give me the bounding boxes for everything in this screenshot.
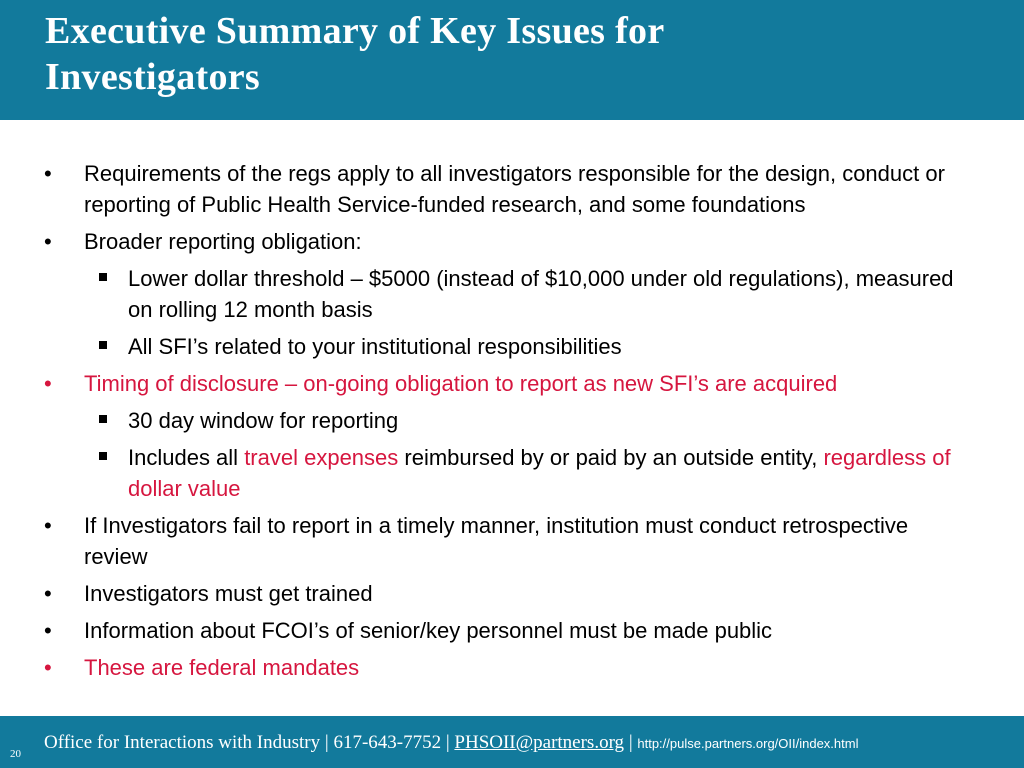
footer-contact — [44, 732, 858, 754]
footer-phone: 617-643-7752 — [333, 732, 442, 753]
slide-title-line1: Executive Summary of Key Issues for — [45, 10, 665, 52]
footer-separator: | — [441, 732, 455, 753]
sub-bullet-item — [0, 442, 1024, 504]
bullet-text: Timing of disclosure – on-going obligation to report as new SFI’s are acquired — [84, 371, 838, 396]
footer-separator: | — [624, 732, 638, 753]
bullet-dot-icon: • — [44, 581, 52, 606]
bullet-item-highlight — [0, 652, 1024, 683]
bullet-item — [0, 158, 1024, 220]
slide-title — [45, 8, 984, 100]
sub-bullet-text-middle: reimbursed by or paid by an outside entity, — [398, 445, 824, 470]
square-bullet-icon — [99, 415, 107, 423]
highlight-dollar-value: regardless of dollar value — [128, 445, 951, 501]
footer-url[interactable]: http://pulse.partners.org/OII/index.html — [637, 736, 859, 751]
sub-bullet-text-prefix: Includes all — [128, 445, 245, 470]
bullet-item-highlight — [0, 368, 1024, 399]
footer-separator: | — [320, 732, 334, 753]
bullet-text: Information about FCOI’s of senior/key personnel must be made public — [84, 618, 773, 643]
footer-email-link[interactable]: PHSOII@partners.org — [454, 732, 625, 753]
bullet-item — [0, 510, 1024, 572]
sub-bullet-item — [0, 263, 1024, 325]
footer-office: Office for Interactions with Industry — [44, 732, 321, 753]
slide-title-line2: Investigators — [45, 56, 260, 98]
bullet-item — [0, 578, 1024, 609]
sub-bullet-item — [0, 331, 1024, 362]
sub-bullet-text: 30 day window for reporting — [128, 408, 399, 433]
bullet-dot-icon: • — [44, 655, 52, 680]
title-banner — [0, 0, 1024, 120]
bullet-item — [0, 226, 1024, 257]
square-bullet-icon — [99, 341, 107, 349]
bullet-text: Broader reporting obligation: — [84, 229, 362, 254]
bullet-text: Investigators must get trained — [84, 581, 373, 606]
bullet-dot-icon: • — [44, 371, 52, 396]
bullet-dot-icon: • — [44, 513, 52, 538]
sub-bullet-text: All SFI’s related to your institutional responsibilities — [128, 334, 622, 359]
bullet-list — [0, 158, 1024, 689]
bullet-text: Requirements of the regs apply to all investigators responsible for the design, conduct or reporting of Public Health Service-funded research, and some foundations — [84, 161, 945, 217]
square-bullet-icon — [99, 273, 107, 281]
slide-number: 20 — [10, 748, 21, 760]
highlight-travel-expenses: travel expenses — [244, 445, 399, 470]
bullet-item — [0, 615, 1024, 646]
bullet-dot-icon: • — [44, 229, 52, 254]
bullet-text: These are federal mandates — [84, 655, 360, 680]
square-bullet-icon — [99, 452, 107, 460]
footer-bar — [0, 716, 1024, 768]
bullet-dot-icon: • — [44, 618, 52, 643]
bullet-dot-icon: • — [44, 161, 52, 186]
sub-bullet-text: Lower dollar threshold – $5000 (instead of $10,000 under old regulations), measured on rolling 12 month basis — [128, 266, 954, 322]
sub-bullet-item — [0, 405, 1024, 436]
bullet-text: If Investigators fail to report in a timely manner, institution must conduct retrospective review — [84, 513, 909, 569]
